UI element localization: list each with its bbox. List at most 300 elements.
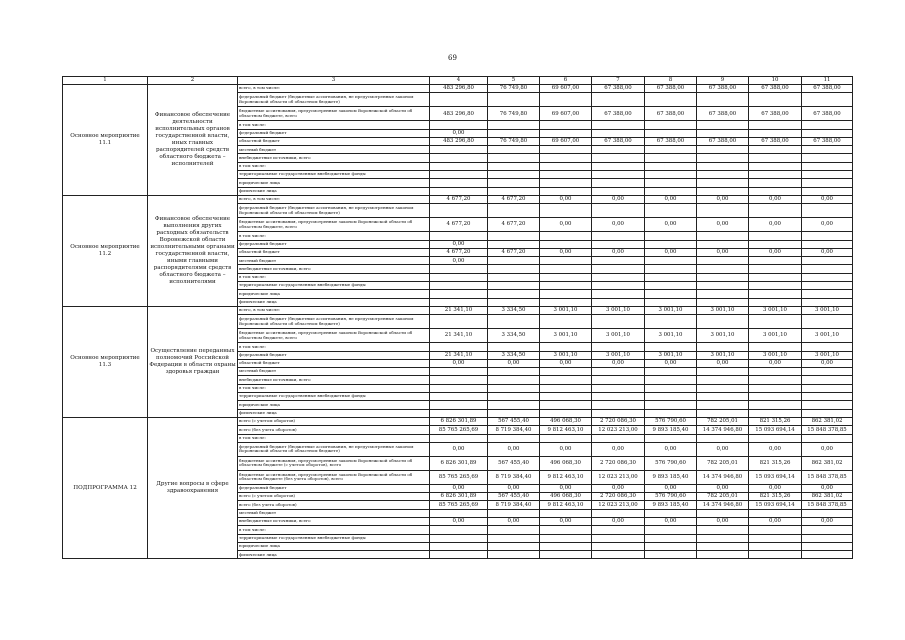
amount-cell: [645, 240, 697, 248]
amount-cell: 862 381,02: [802, 417, 853, 425]
amount-cell: 67 388,00: [802, 85, 853, 93]
amount-cell: 3 001,10: [802, 351, 853, 359]
amount-cell: [697, 551, 749, 559]
header-cell: 2: [148, 77, 238, 85]
amount-cell: 0,00: [540, 195, 592, 203]
amount-cell: [592, 434, 645, 442]
amount-cell: [488, 509, 540, 517]
amount-cell: 12 023 213,00: [592, 501, 645, 509]
funding-source-label: внебюджетные источники, всего: [238, 154, 430, 162]
amount-cell: [802, 376, 853, 384]
amount-cell: 3 001,10: [749, 329, 802, 343]
measure-name: Основное мероприятие 11.1: [63, 85, 148, 196]
amount-cell: [540, 315, 592, 329]
amount-cell: [488, 240, 540, 248]
amount-cell: [749, 343, 802, 351]
amount-cell: [540, 534, 592, 542]
amount-cell: 0,00: [540, 218, 592, 232]
amount-cell: [592, 187, 645, 195]
amount-cell: [430, 121, 488, 129]
amount-cell: [645, 290, 697, 298]
amount-cell: [540, 290, 592, 298]
amount-cell: 0,00: [592, 517, 645, 525]
amount-cell: [749, 232, 802, 240]
table-row: [63, 306, 853, 314]
amount-cell: [802, 542, 853, 550]
amount-cell: [802, 121, 853, 129]
amount-cell: 576 790,60: [645, 456, 697, 470]
budget-table-body: [63, 77, 853, 559]
amount-cell: 4 677,20: [488, 195, 540, 203]
amount-cell: 3 001,10: [697, 306, 749, 314]
amount-cell: [488, 154, 540, 162]
amount-cell: 15 093 694,14: [749, 501, 802, 509]
amount-cell: [488, 393, 540, 401]
amount-cell: 0,00: [697, 248, 749, 256]
funding-source-label: бюджетные ассигнования, предусмотренные законом Воронежской области об областном бюджете (без учета оборотов), всего: [238, 470, 430, 484]
amount-cell: 14 374 946,80: [697, 470, 749, 484]
amount-cell: 4 677,20: [488, 218, 540, 232]
amount-cell: 76 749,80: [488, 137, 540, 145]
amount-cell: [645, 129, 697, 137]
amount-cell: [488, 232, 540, 240]
amount-cell: 4 677,20: [430, 218, 488, 232]
amount-cell: [802, 368, 853, 376]
amount-cell: [430, 93, 488, 107]
amount-cell: [488, 179, 540, 187]
amount-cell: [430, 434, 488, 442]
amount-cell: [749, 298, 802, 306]
amount-cell: [802, 551, 853, 559]
amount-cell: [430, 376, 488, 384]
amount-cell: [802, 146, 853, 154]
amount-cell: 4 677,20: [430, 195, 488, 203]
amount-cell: [430, 179, 488, 187]
amount-cell: [488, 534, 540, 542]
amount-cell: 67 388,00: [592, 85, 645, 93]
amount-cell: [430, 298, 488, 306]
funding-source-label: бюджетные ассигнования, предусмотренные законом Воронежской области об областном бюджете, всего: [238, 107, 430, 121]
amount-cell: [645, 298, 697, 306]
amount-cell: 15 848 378,85: [802, 501, 853, 509]
amount-cell: [697, 376, 749, 384]
amount-cell: [592, 376, 645, 384]
amount-cell: [645, 393, 697, 401]
amount-cell: [697, 273, 749, 281]
amount-cell: [697, 129, 749, 137]
funding-source-label: юридические лица: [238, 542, 430, 550]
amount-cell: [697, 384, 749, 392]
funding-source-label: территориальные государственные внебюджетные фонды: [238, 282, 430, 290]
amount-cell: [488, 542, 540, 550]
amount-cell: 0,00: [749, 248, 802, 256]
amount-cell: [540, 232, 592, 240]
funding-source-label: всего, в том числе:: [238, 85, 430, 93]
amount-cell: [645, 542, 697, 550]
amount-cell: [749, 409, 802, 417]
amount-cell: 67 388,00: [645, 107, 697, 121]
amount-cell: [749, 542, 802, 550]
amount-cell: 0,00: [430, 442, 488, 456]
measure-description: Финансовое обеспечение выполнения других расходных обязательств Воронежской области исполнительными органами государственной власти, иными главными распорядителями средств областного бюджета – исполнителями: [148, 195, 238, 306]
amount-cell: [592, 129, 645, 137]
amount-cell: [749, 93, 802, 107]
amount-cell: [592, 290, 645, 298]
amount-cell: [540, 179, 592, 187]
amount-cell: [430, 393, 488, 401]
amount-cell: [430, 204, 488, 218]
funding-source-label: всего (без учета оборотов): [238, 501, 430, 509]
amount-cell: [697, 171, 749, 179]
amount-cell: [645, 187, 697, 195]
amount-cell: [749, 121, 802, 129]
amount-cell: [802, 240, 853, 248]
amount-cell: 576 790,60: [645, 417, 697, 425]
amount-cell: [697, 240, 749, 248]
amount-cell: [645, 526, 697, 534]
header-cell: 6: [540, 77, 592, 85]
amount-cell: [749, 526, 802, 534]
amount-cell: 483 296,80: [430, 107, 488, 121]
amount-cell: [540, 434, 592, 442]
amount-cell: [488, 171, 540, 179]
amount-cell: [430, 542, 488, 550]
amount-cell: [540, 409, 592, 417]
funding-source-label: в том числе:: [238, 273, 430, 281]
amount-cell: 782 205,01: [697, 456, 749, 470]
amount-cell: [430, 343, 488, 351]
amount-cell: 6 826 301,89: [430, 417, 488, 425]
amount-cell: [749, 509, 802, 517]
amount-cell: 76 749,80: [488, 85, 540, 93]
header-cell: 1: [63, 77, 148, 85]
amount-cell: 0,00: [697, 218, 749, 232]
funding-source-label: федеральный бюджет (бюджетные ассигнования, не предусмотренные законом Воронежской области об областном бюджете): [238, 204, 430, 218]
amount-cell: [802, 401, 853, 409]
funding-source-label: всего (с учетом оборотов): [238, 493, 430, 501]
amount-cell: [749, 129, 802, 137]
amount-cell: [592, 315, 645, 329]
funding-source-label: физические лица: [238, 298, 430, 306]
amount-cell: 0,00: [645, 442, 697, 456]
measure-description: Финансовое обеспечение деятельности исполнительных органов государственной власти, иных главных распорядителей средств областного бюджета – исполнителей: [148, 85, 238, 196]
amount-cell: 3 001,10: [802, 329, 853, 343]
amount-cell: [430, 273, 488, 281]
amount-cell: 0,00: [430, 240, 488, 248]
amount-cell: [488, 204, 540, 218]
measure-name: Основное мероприятие 11.3: [63, 306, 148, 417]
amount-cell: 3 001,10: [749, 351, 802, 359]
amount-cell: [540, 204, 592, 218]
amount-cell: 67 388,00: [697, 107, 749, 121]
amount-cell: [592, 526, 645, 534]
amount-cell: [749, 171, 802, 179]
amount-cell: 0,00: [645, 517, 697, 525]
amount-cell: [488, 343, 540, 351]
amount-cell: [749, 290, 802, 298]
amount-cell: 821 315,26: [749, 417, 802, 425]
amount-cell: [592, 257, 645, 265]
amount-cell: [540, 368, 592, 376]
amount-cell: [488, 187, 540, 195]
measure-name: ПОДПРОГРАММА 12: [63, 417, 148, 559]
amount-cell: 8 719 384,40: [488, 470, 540, 484]
amount-cell: [488, 257, 540, 265]
amount-cell: [592, 393, 645, 401]
amount-cell: [697, 343, 749, 351]
amount-cell: 567 455,40: [488, 493, 540, 501]
amount-cell: [645, 146, 697, 154]
amount-cell: 76 749,80: [488, 107, 540, 121]
funding-source-label: в том числе:: [238, 434, 430, 442]
amount-cell: 0,00: [802, 248, 853, 256]
amount-cell: 69 607,00: [540, 85, 592, 93]
amount-cell: 6 826 301,89: [430, 493, 488, 501]
amount-cell: [645, 343, 697, 351]
amount-cell: [697, 290, 749, 298]
amount-cell: 0,00: [488, 517, 540, 525]
amount-cell: [430, 509, 488, 517]
funding-source-label: федеральный бюджет (бюджетные ассигнования, не предусмотренные законом Воронежской области об областном бюджете): [238, 315, 430, 329]
amount-cell: [592, 240, 645, 248]
amount-cell: 0,00: [488, 442, 540, 456]
funding-source-label: внебюджетные источники, всего: [238, 517, 430, 525]
amount-cell: [802, 534, 853, 542]
amount-cell: [802, 315, 853, 329]
amount-cell: 6 826 301,89: [430, 456, 488, 470]
funding-source-label: местный бюджет: [238, 509, 430, 517]
amount-cell: 9 812 463,10: [540, 501, 592, 509]
amount-cell: 3 334,50: [488, 329, 540, 343]
amount-cell: 0,00: [645, 484, 697, 492]
funding-source-label: бюджетные ассигнования, предусмотренные законом Воронежской области об областном бюджете, всего: [238, 218, 430, 232]
amount-cell: 14 374 946,80: [697, 501, 749, 509]
amount-cell: [592, 121, 645, 129]
amount-cell: [645, 204, 697, 218]
amount-cell: [802, 393, 853, 401]
amount-cell: 496 068,30: [540, 493, 592, 501]
amount-cell: [592, 154, 645, 162]
amount-cell: 2 720 086,30: [592, 493, 645, 501]
amount-cell: [540, 162, 592, 170]
amount-cell: [802, 179, 853, 187]
funding-source-label: федеральный бюджет (бюджетные ассигнования, не предусмотренные законом Воронежской области об областном бюджете): [238, 93, 430, 107]
amount-cell: 67 388,00: [749, 107, 802, 121]
amount-cell: 3 001,10: [592, 306, 645, 314]
amount-cell: 821 315,26: [749, 456, 802, 470]
amount-cell: 782 205,01: [697, 417, 749, 425]
amount-cell: 0,00: [430, 359, 488, 367]
amount-cell: [749, 257, 802, 265]
funding-source-label: областной бюджет: [238, 359, 430, 367]
amount-cell: [645, 121, 697, 129]
amount-cell: 15 848 378,85: [802, 426, 853, 434]
amount-cell: [540, 509, 592, 517]
amount-cell: [749, 551, 802, 559]
page-number: 69: [448, 54, 457, 62]
amount-cell: [697, 179, 749, 187]
amount-cell: 862 381,02: [802, 456, 853, 470]
amount-cell: [697, 282, 749, 290]
amount-cell: 576 790,60: [645, 493, 697, 501]
amount-cell: 3 001,10: [697, 329, 749, 343]
amount-cell: [488, 282, 540, 290]
amount-cell: [802, 509, 853, 517]
table-row: [63, 85, 853, 93]
funding-source-label: местный бюджет: [238, 368, 430, 376]
amount-cell: [802, 282, 853, 290]
amount-cell: 12 023 213,00: [592, 470, 645, 484]
amount-cell: 3 001,10: [540, 351, 592, 359]
amount-cell: [540, 343, 592, 351]
amount-cell: [540, 121, 592, 129]
amount-cell: 67 388,00: [749, 137, 802, 145]
funding-source-label: физические лица: [238, 409, 430, 417]
amount-cell: 0,00: [749, 359, 802, 367]
amount-cell: [488, 409, 540, 417]
amount-cell: [645, 509, 697, 517]
amount-cell: [645, 265, 697, 273]
funding-source-label: внебюджетные источники, всего: [238, 376, 430, 384]
amount-cell: 0,00: [802, 442, 853, 456]
amount-cell: [592, 232, 645, 240]
amount-cell: 0,00: [749, 218, 802, 232]
amount-cell: [749, 179, 802, 187]
amount-cell: [488, 273, 540, 281]
funding-source-label: федеральный бюджет: [238, 351, 430, 359]
amount-cell: [430, 232, 488, 240]
amount-cell: [749, 204, 802, 218]
amount-cell: [540, 526, 592, 534]
amount-cell: 9 893 185,40: [645, 426, 697, 434]
amount-cell: 0,00: [592, 195, 645, 203]
amount-cell: 14 374 946,80: [697, 426, 749, 434]
amount-cell: 3 001,10: [540, 329, 592, 343]
amount-cell: [645, 257, 697, 265]
amount-cell: 0,00: [430, 257, 488, 265]
amount-cell: [802, 129, 853, 137]
budget-table: [62, 76, 853, 559]
amount-cell: [645, 384, 697, 392]
funding-source-label: физические лица: [238, 551, 430, 559]
amount-cell: [540, 282, 592, 290]
amount-cell: 0,00: [592, 248, 645, 256]
amount-cell: [430, 290, 488, 298]
amount-cell: [697, 401, 749, 409]
amount-cell: 821 315,26: [749, 493, 802, 501]
amount-cell: [802, 257, 853, 265]
amount-cell: [592, 298, 645, 306]
amount-cell: [697, 542, 749, 550]
amount-cell: 85 765 265,69: [430, 470, 488, 484]
amount-cell: [645, 534, 697, 542]
amount-cell: 3 001,10: [749, 306, 802, 314]
amount-cell: [697, 526, 749, 534]
amount-cell: [488, 129, 540, 137]
table-row: [63, 195, 853, 203]
amount-cell: [645, 315, 697, 329]
amount-cell: [749, 376, 802, 384]
amount-cell: [592, 204, 645, 218]
amount-cell: 0,00: [645, 359, 697, 367]
amount-cell: 0,00: [645, 218, 697, 232]
amount-cell: 0,00: [749, 195, 802, 203]
amount-cell: [592, 384, 645, 392]
amount-cell: [749, 401, 802, 409]
amount-cell: [488, 376, 540, 384]
amount-cell: [540, 298, 592, 306]
amount-cell: 3 334,50: [488, 306, 540, 314]
amount-cell: [430, 162, 488, 170]
amount-cell: [540, 273, 592, 281]
amount-cell: [488, 384, 540, 392]
measure-description: Другие вопросы в сфере здравоохранения: [148, 417, 238, 559]
amount-cell: [430, 526, 488, 534]
amount-cell: 67 388,00: [697, 85, 749, 93]
amount-cell: 8 719 384,40: [488, 501, 540, 509]
amount-cell: 9 893 185,40: [645, 470, 697, 484]
amount-cell: [645, 282, 697, 290]
amount-cell: [592, 282, 645, 290]
amount-cell: 0,00: [488, 359, 540, 367]
amount-cell: [540, 384, 592, 392]
amount-cell: [802, 526, 853, 534]
amount-cell: 0,00: [749, 442, 802, 456]
amount-cell: 0,00: [802, 484, 853, 492]
header-cell: 7: [592, 77, 645, 85]
amount-cell: [749, 240, 802, 248]
amount-cell: [430, 401, 488, 409]
amount-cell: [697, 257, 749, 265]
amount-cell: [697, 154, 749, 162]
amount-cell: 9 812 463,10: [540, 470, 592, 484]
amount-cell: [488, 434, 540, 442]
amount-cell: [540, 240, 592, 248]
funding-source-label: бюджетные ассигнования, предусмотренные законом Воронежской области об областном бюджете, всего: [238, 329, 430, 343]
amount-cell: 567 455,40: [488, 417, 540, 425]
amount-cell: 3 001,10: [802, 306, 853, 314]
amount-cell: [802, 298, 853, 306]
amount-cell: [645, 171, 697, 179]
amount-cell: [592, 146, 645, 154]
amount-cell: [749, 393, 802, 401]
funding-source-label: местный бюджет: [238, 146, 430, 154]
amount-cell: [802, 384, 853, 392]
amount-cell: [592, 409, 645, 417]
amount-cell: 0,00: [697, 442, 749, 456]
amount-cell: [592, 542, 645, 550]
amount-cell: [488, 315, 540, 329]
amount-cell: [697, 232, 749, 240]
amount-cell: 0,00: [540, 442, 592, 456]
amount-cell: [697, 121, 749, 129]
funding-source-label: федеральный бюджет: [238, 484, 430, 492]
amount-cell: [697, 315, 749, 329]
amount-cell: 0,00: [488, 484, 540, 492]
amount-cell: 0,00: [592, 359, 645, 367]
amount-cell: [540, 129, 592, 137]
amount-cell: [697, 162, 749, 170]
amount-cell: 67 388,00: [802, 107, 853, 121]
funding-source-label: всего, в том числе:: [238, 195, 430, 203]
amount-cell: [540, 171, 592, 179]
amount-cell: 0,00: [430, 484, 488, 492]
amount-cell: [645, 551, 697, 559]
amount-cell: [697, 368, 749, 376]
amount-cell: [802, 409, 853, 417]
funding-source-label: федеральный бюджет: [238, 240, 430, 248]
funding-source-label: территориальные государственные внебюджетные фонды: [238, 171, 430, 179]
